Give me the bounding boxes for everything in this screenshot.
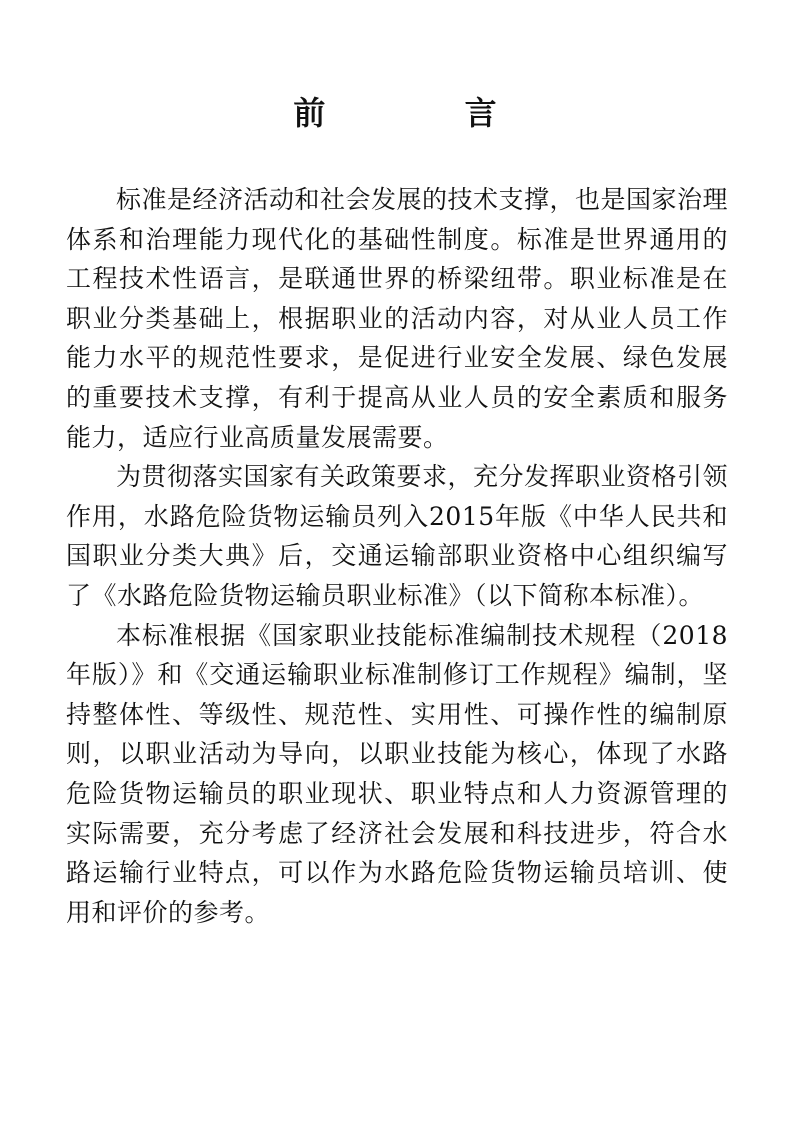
paragraph-3: 本标准根据《国家职业技能标准编制技术规程（2018年版）》和《交通运输职业标准制修订工作规程》编制，坚持整体性、等级性、规范性、实用性、可操作性的编制原则，以职业活动为导向，以职业技能为核心，体现了水路危险货物运输员的职业现状、职业特点和人力资源管理的实际需要，充分考虑了经济社会发展和科技进步，符合水路运输行业特点，可以作为水路危险货物运输员培训、使用和评价的参考。 bbox=[66, 620, 728, 927]
paragraph-1: 标准是经济活动和社会发展的技术支撑，也是国家治理体系和治理能力现代化的基础性制度。标准是世界通用的工程技术性语言，是联通世界的桥梁纽带。职业标准是在职业分类基础上，根据职业的活动内容，对从业人员工作能力水平的规范性要求，是促进行业安全发展、绿色发展的重要技术支撑，有利于提高从业人员的安全素质和服务能力，适应行业高质量发展需要。 bbox=[66, 185, 729, 452]
paragraph-2: 为贯彻落实国家有关政策要求，充分发挥职业资格引领作用，水路危险货物运输员列入2015年版《中华人民共和国职业分类大典》后，交通运输部职业资格中心组织编写了《水路危险货物运输员职业标准》（以下简称本标准）。 bbox=[66, 462, 729, 610]
preface-body bbox=[66, 180, 728, 932]
page-title: 前 言 bbox=[293, 94, 561, 133]
